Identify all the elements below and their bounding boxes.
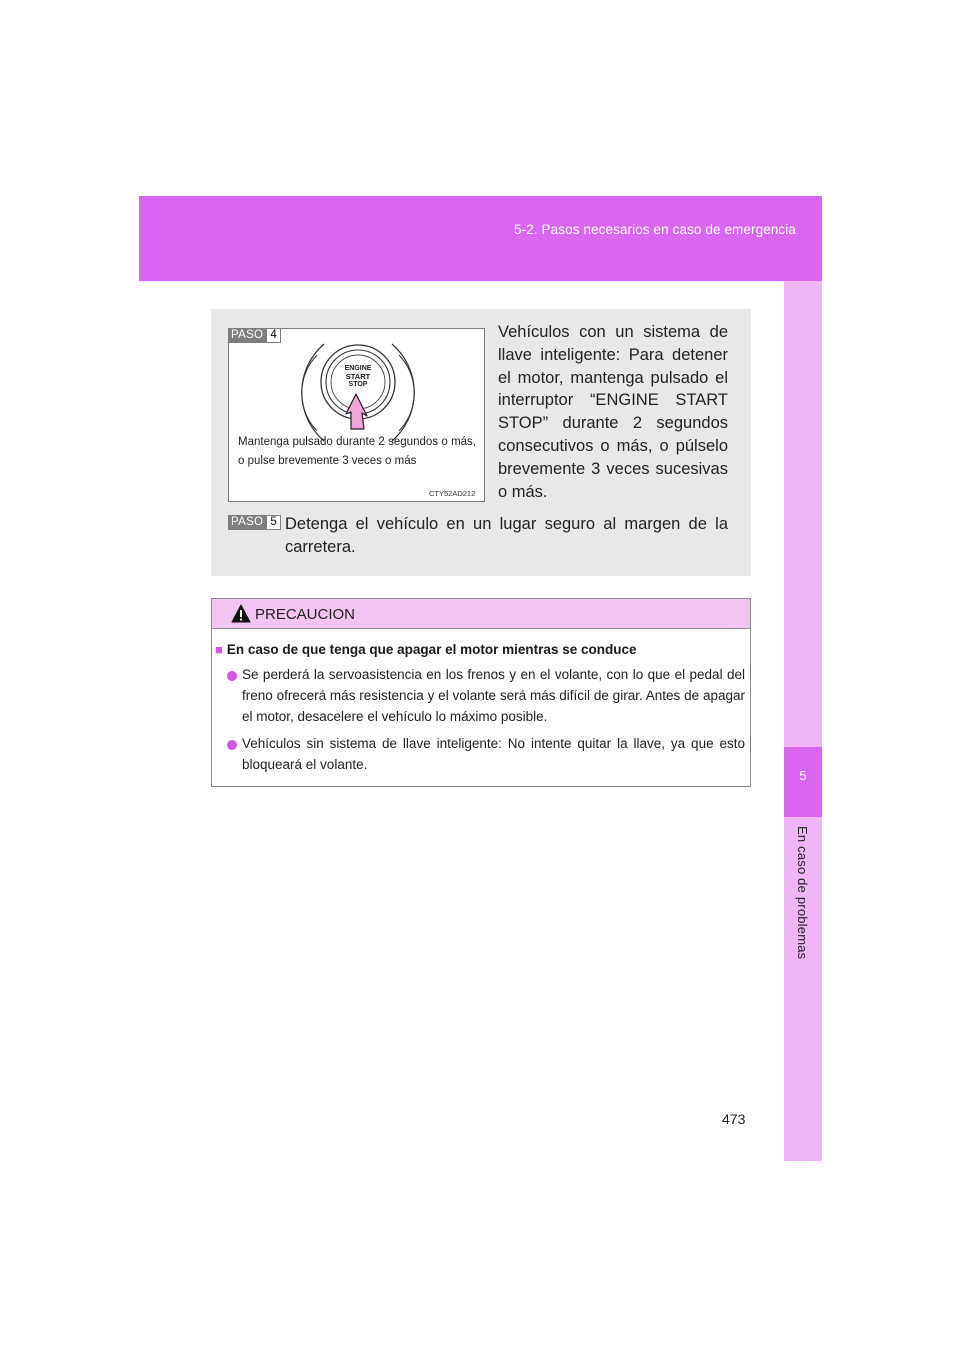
caution-heading (215, 642, 745, 657)
bullet-dot-icon (227, 740, 237, 750)
step5-badge-number: 5 (266, 515, 280, 530)
engine-button-illustration (228, 328, 485, 502)
step4-badge-number: 4 (266, 328, 280, 343)
engine-start-stop-button-icon (229, 329, 484, 501)
button-label-line2: START (345, 372, 371, 381)
illustration-caption: Mantenga pulsado durante 2 segundos o más, o pulse brevemente 3 veces o más (238, 436, 476, 467)
chapter-number: 5 (799, 768, 807, 783)
bullet-dot-icon (227, 671, 237, 681)
button-label-line3: STOP (348, 381, 368, 388)
step4-badge-label: PASO (228, 328, 266, 343)
square-bullet-icon: ■ (215, 642, 223, 657)
button-label (337, 365, 379, 389)
caution-header (212, 599, 750, 629)
warning-icon (231, 604, 251, 623)
caution-heading-text: En caso de que tenga que apagar el motor mientras se conduce (226, 642, 637, 657)
chapter-side-tab (784, 281, 822, 1161)
step4-badge (228, 328, 281, 343)
caution-title: PRECAUCION (255, 606, 356, 623)
section-title: 5-2. Pasos necesarios en caso de emergencia (514, 222, 796, 237)
button-label-line1: ENGINE (344, 365, 372, 372)
caution-bullet: Vehículos sin sistema de llave inteligente: No intente quitar la llave, ya que esto bloqueará el volante. (242, 736, 745, 772)
chapter-label: En caso de problemas (795, 826, 810, 960)
step5-badge (228, 515, 281, 530)
page-number: 473 (722, 1111, 746, 1127)
step5-text: Detenga el vehículo en un lugar seguro al margen de la carretera. (285, 515, 728, 556)
caution-bullet: Se perderá la servoasistencia en los frenos y en el volante, con lo que el pedal del freno ofrecerá más resistencia y el volante será más difícil de girar. Antes de apagar el motor, desacelere el vehículo lo máximo posible. (242, 667, 745, 724)
illustration-code: CTY52AD212 (429, 489, 476, 498)
step5-badge-label: PASO (228, 515, 266, 530)
step4-text: Vehículos con un sistema de llave inteligente: Para detener el motor, mantenga pulsado el interruptor “ENGINE START STOP” durante 2 segundos consecutivos o más, o púlselo brevemente 3 veces sucesivas o más. (498, 323, 728, 501)
header-band (139, 196, 822, 281)
